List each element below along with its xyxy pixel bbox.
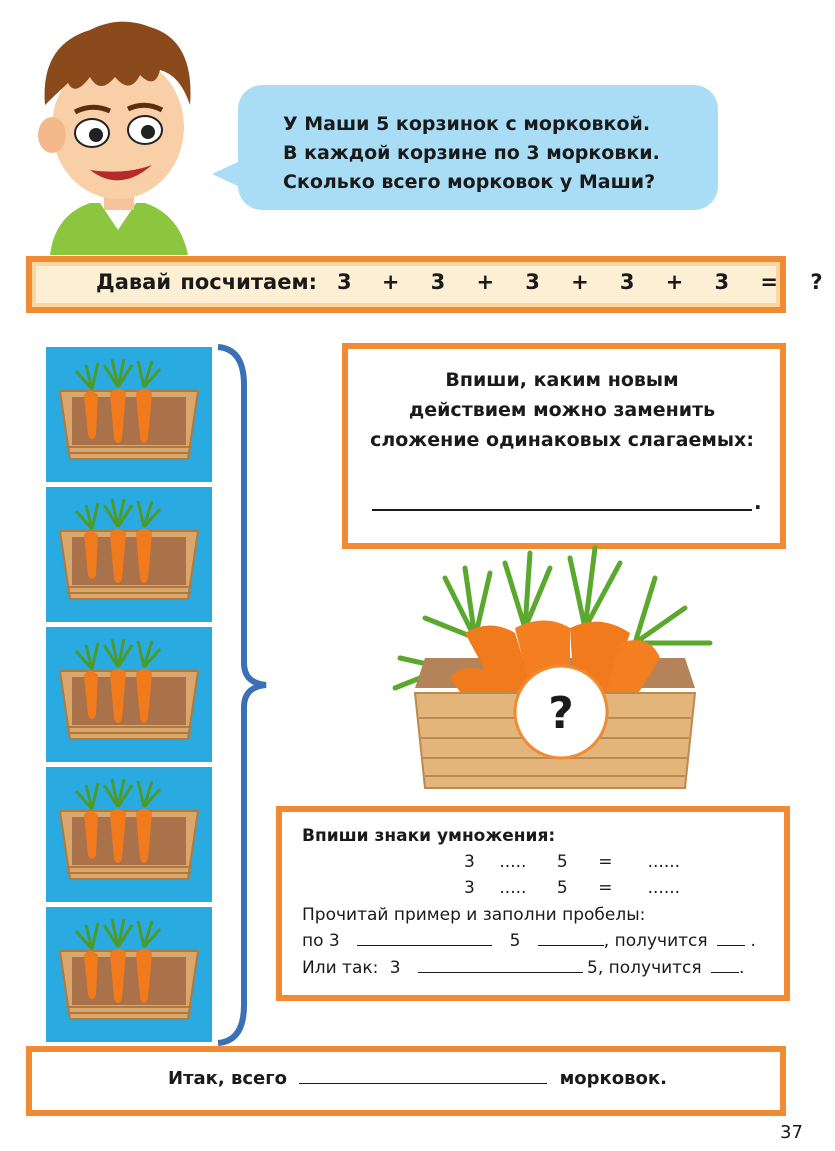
fill-blank[interactable] — [357, 931, 492, 946]
boy-illustration — [30, 15, 205, 255]
big-carrot-basket-icon — [385, 548, 725, 798]
replace-question — [352, 365, 772, 455]
brace-icon — [210, 345, 270, 1045]
multiplication-title: Впиши знаки умножения: — [302, 826, 556, 846]
result-blank[interactable]: ...... — [647, 852, 681, 872]
replace-line: сложение одинаковых слагаемых: — [370, 429, 754, 451]
problem-text — [283, 110, 703, 197]
page-number: 37 — [780, 1122, 803, 1143]
count-token: + — [665, 270, 684, 294]
fill-text: 5 — [509, 931, 521, 951]
fill-text: Или так: — [302, 958, 379, 978]
replace-line: действием можно заменить — [408, 399, 716, 421]
speech-bubble-tail — [212, 160, 242, 188]
replace-line: Впиши, каким новым — [445, 369, 679, 391]
mult-row-2 — [464, 878, 688, 898]
question-mark: ? — [548, 688, 574, 739]
count-token: + — [571, 270, 589, 294]
mult-row-1 — [464, 852, 688, 872]
fill-line-b — [302, 958, 744, 978]
fill-line-a — [302, 931, 756, 951]
count-token: = — [760, 270, 778, 294]
result-blank[interactable]: ...... — [647, 878, 681, 898]
carrot-basket-icon — [46, 767, 212, 902]
count-equation — [326, 270, 835, 294]
count-label: Давай посчитаем: — [96, 270, 318, 294]
fill-text: . — [739, 958, 745, 978]
read-prompt: Прочитай пример и заполни пробелы: — [302, 905, 646, 925]
final-text-start: Итак, всего — [168, 1068, 288, 1089]
final-blank[interactable] — [299, 1069, 547, 1084]
equals-sign: = — [598, 852, 613, 872]
count-expression — [96, 270, 835, 294]
carrot-basket-icon — [46, 907, 212, 1042]
fill-text: по 3 — [302, 931, 340, 951]
fill-text: 3 — [389, 958, 401, 978]
fill-text: , получится — [603, 931, 708, 951]
count-token: 3 — [714, 270, 730, 294]
answer-blank[interactable] — [372, 509, 752, 511]
carrot-basket-icon — [46, 487, 212, 622]
answer-end-mark: . — [754, 490, 762, 514]
count-token: + — [476, 270, 495, 294]
operand: 3 — [464, 878, 475, 898]
count-token: 3 — [337, 270, 352, 294]
operand: 5 — [556, 852, 568, 872]
problem-line: Сколько всего морковок у Маши? — [283, 171, 656, 193]
fill-blank[interactable] — [711, 958, 739, 973]
equals-sign: = — [598, 878, 613, 898]
count-token: ? — [810, 270, 823, 294]
fill-text: . — [750, 931, 756, 951]
operand: 3 — [464, 852, 475, 872]
problem-line: В каждой корзине по 3 морковки. — [283, 142, 660, 164]
final-answer — [168, 1068, 667, 1089]
count-token: 3 — [619, 270, 635, 294]
final-text-end: морковок. — [559, 1068, 667, 1089]
carrot-basket-icon — [46, 347, 212, 482]
fill-text: 5, получится — [587, 958, 702, 978]
carrot-basket-icon — [46, 627, 212, 762]
fill-blank[interactable] — [717, 931, 745, 946]
count-token: 3 — [430, 270, 446, 294]
fill-blank[interactable] — [538, 931, 604, 946]
sign-blank[interactable]: ..... — [499, 878, 527, 898]
operand: 5 — [556, 878, 568, 898]
fill-blank[interactable] — [418, 958, 583, 973]
count-token: + — [381, 270, 400, 294]
problem-line: У Маши 5 корзинок с морковкой. — [283, 113, 651, 135]
sign-blank[interactable]: ..... — [499, 852, 527, 872]
count-token: 3 — [525, 270, 540, 294]
